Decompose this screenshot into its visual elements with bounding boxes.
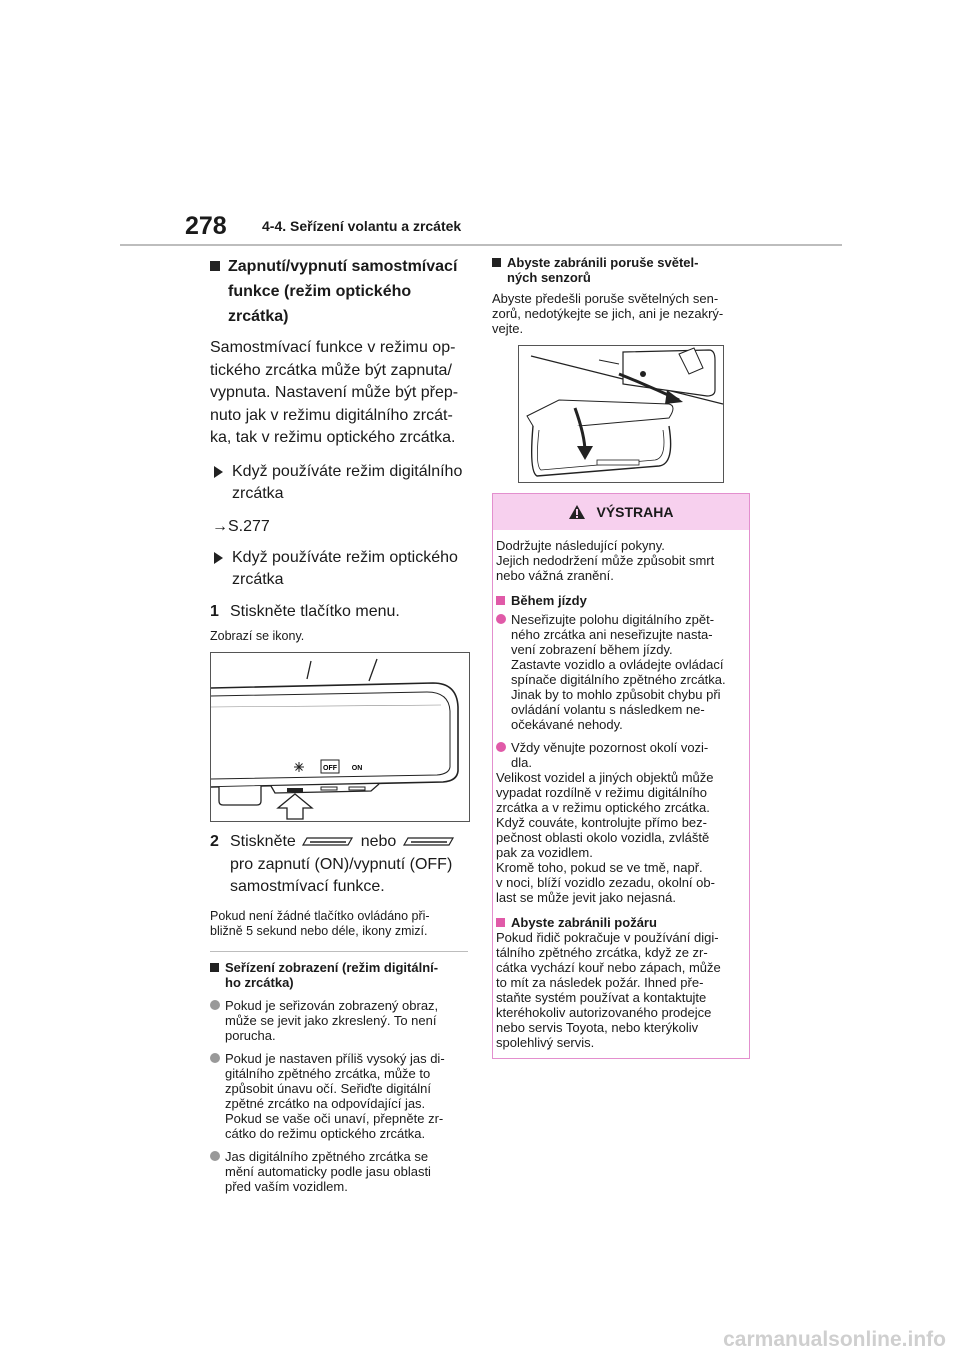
square-bullet-icon (210, 963, 219, 972)
fire-heading (496, 915, 745, 930)
section-title: 4-4. Seřízení volantu a zrcátek (262, 218, 462, 234)
text-line: to mít za následek požár. Ihned pře- (496, 975, 704, 990)
text-line: Pokud řidič pokračuje v používání digi- (496, 930, 719, 945)
fire-text (496, 930, 745, 1050)
pointer-arrow-icon (278, 794, 312, 819)
bullet-item (496, 740, 745, 770)
text-line: cátka vychází kouř nebo zápach, může (496, 960, 721, 975)
note-heading (210, 960, 468, 990)
digital-mode-item (210, 461, 468, 506)
heading-line-1: Zapnutí/vypnutí samostmívací (228, 258, 458, 275)
text-line: zorů, nedotýkejte se jich, ani je nezakrý- (492, 306, 724, 321)
bullet-line: očekávané nehody. (511, 717, 623, 732)
text-line: kteréhokoliv autorizovaného prodejce (496, 1005, 712, 1020)
bullet-line: spínače digitálního zpětného zrcátka. (511, 672, 726, 687)
bullet-line: mění automaticky podle jasu oblasti (225, 1163, 431, 1179)
bullet-line: gitálního zpětného zrcátka, může to (225, 1065, 431, 1081)
left-column (210, 252, 468, 1194)
square-bullet-icon (210, 261, 220, 271)
circle-bullet-icon (210, 1000, 220, 1010)
step-number: 2 (210, 833, 219, 850)
square-bullet-icon (496, 918, 505, 927)
intro-line: ka, tak v režimu optického zrcátka. (210, 429, 456, 446)
step-text: nebo (360, 833, 397, 850)
note-line: bližně 5 sekund nebo déle, ikony zmizí. (210, 923, 428, 938)
optical-mode-item (210, 547, 468, 592)
square-bullet-icon (496, 596, 505, 605)
heading-line-2: funkce (režim optického zrcátka) (228, 283, 412, 325)
heading-line: Seřízení zobrazení (režim digitální- (225, 959, 439, 975)
warning-intro (496, 538, 745, 583)
warning-triangle-icon (568, 504, 586, 520)
bullet-line: Pokud se vaše oči unaví, přepněte zr- (225, 1110, 444, 1126)
text-line: Velikost vozidel a jiných objektů může (496, 770, 714, 785)
driving-heading (496, 593, 745, 608)
text-line: pečnost oblasti okolo vozidla, zvláště (496, 830, 710, 845)
intro-line: vypnuta. Nastavení může být přep- (210, 384, 459, 401)
item-line: Když používáte režim optického (232, 548, 458, 566)
bullet-line: Pokud je seřizován zobrazený obraz, (225, 997, 439, 1013)
text-line: vejte. (492, 321, 524, 336)
watermark-url: carmanualsonline.info (723, 1328, 946, 1351)
off-button-icon (403, 836, 455, 848)
text-line: staňte systém používat a kontaktujte (496, 990, 707, 1005)
heading-line: Abyste zabránili požáru (511, 915, 657, 930)
bullet-line: před vaším vozidlem. (225, 1178, 348, 1194)
step-text: Stiskněte tlačítko menu. (230, 602, 400, 620)
intro-line: tického zrcátka může být zapnuta/ (210, 361, 452, 379)
on-label: ON (351, 765, 363, 772)
intro-line: Samostmívací funkce v režimu op- (210, 339, 456, 356)
circle-bullet-icon (496, 614, 506, 624)
light-sensor-figure (518, 345, 724, 483)
item-line: zrcátka (232, 571, 284, 588)
bullet-line: Zastavte vozidlo a ovládejte ovládací (511, 657, 724, 672)
right-column (492, 255, 750, 1059)
warning-title: VÝSTRAHA (596, 504, 674, 520)
text-line: Dodržujte následující pokyny. (496, 538, 665, 553)
bullet-line: porucha. (225, 1027, 276, 1043)
brightness-icon (294, 762, 304, 772)
heading-autodimming (210, 254, 468, 329)
bullet-item (496, 612, 745, 732)
intro-paragraph (210, 337, 468, 450)
arrow-bullet-icon (214, 552, 223, 564)
text-line: Jejich nedodržení může způsobit smrt (496, 553, 715, 568)
heading-line: Abyste zabránili poruše světel- (507, 255, 699, 270)
bullet-item (210, 1051, 468, 1141)
bullet-line: vení zobrazení během jízdy. (511, 642, 673, 657)
circle-bullet-icon (496, 742, 506, 752)
bullet-line: Jinak by to mohlo způsobit chybu při (511, 687, 721, 702)
square-bullet-icon (492, 258, 501, 267)
item-line: zrcátka (232, 485, 284, 502)
arrow-bullet-icon (214, 466, 223, 478)
bullet-item (210, 1149, 468, 1194)
bullet-line: zpětné zrcátko na odpovídající jas. (225, 1095, 426, 1111)
step-text: samostmívací funkce. (230, 878, 385, 895)
text-line: pak za vozidlem. (496, 845, 593, 860)
text-line: nebo vážná zranění. (496, 568, 614, 583)
bullet-line: způsobit únavu očí. Seřiďte digitální (225, 1080, 432, 1096)
page-number: 278 (185, 212, 227, 240)
circle-bullet-icon (210, 1151, 220, 1161)
note-line: Pokud není žádné tlačítko ovládáno při- (210, 908, 430, 923)
bullet-line: může se jevit jako zkreslený. To není (225, 1012, 437, 1028)
page-reference-link[interactable]: →S.277 (212, 517, 270, 535)
bullet-line: ovládání volantu s následkem ne- (511, 702, 705, 717)
bullet-line: Jas digitálního zpětného zrcátka se (225, 1148, 429, 1164)
bullet-line: Vždy věnujte pozornost okolí vozi- (511, 740, 709, 755)
bullet-line: Neseřizujte polohu digitálního zpět- (511, 612, 715, 627)
text-line: Abyste předešli poruše světelných sen- (492, 291, 719, 306)
driving-text (496, 770, 745, 905)
step-number: 1 (210, 602, 219, 620)
step-1-note: Zobrazí se ikony. (210, 629, 305, 643)
text-line: nebo servis Toyota, nebo kterýkoliv (496, 1020, 699, 1035)
text-line: v noci, blíží vozidlo zezadu, okolní ob- (496, 875, 715, 890)
bullet-line: dla. (511, 755, 532, 770)
item-line: Když používáte režim digitálního (232, 462, 463, 480)
bullet-line: ného zrcátka ani neseřizujte nasta- (511, 627, 713, 642)
step-text: pro zapnutí (ON)/vypnutí (OFF) (230, 855, 453, 873)
text-line: Když couváte, kontrolujte přímo bez- (496, 815, 707, 830)
text-line: spolehlivý servis. (496, 1035, 595, 1050)
off-label: OFF (323, 765, 337, 772)
step-2 (210, 831, 468, 899)
step-1 (210, 601, 468, 624)
text-line: vypadat rozdílně v režimu digitálního (496, 785, 708, 800)
step-2-note (210, 909, 468, 939)
text-line: last se může jevit jako nejasná. (496, 890, 676, 905)
warning-body (493, 530, 749, 1058)
warning-box (492, 493, 750, 1059)
bullet-line: cátko do režimu optického zrcátka. (225, 1125, 426, 1141)
heading-line: Během jízdy (511, 593, 587, 608)
sensor-heading (492, 255, 750, 285)
header-divider (120, 244, 842, 246)
on-button-icon (302, 836, 354, 848)
heading-line: ho zrcátka) (225, 974, 294, 990)
sensor-text (492, 291, 750, 336)
mirror-menu-figure (210, 652, 470, 822)
warning-header (493, 494, 749, 530)
circle-bullet-icon (210, 1053, 220, 1063)
text-line: Kromě toho, pokud se ve tmě, např. (496, 860, 703, 875)
bullet-item (210, 998, 468, 1043)
text-line: tálního zpětného zrcátka, když ze zr- (496, 945, 708, 960)
text-line: zrcátka a v režimu optického zrcátka. (496, 800, 710, 815)
bullet-line: Pokud je nastaven příliš vysoký jas di- (225, 1050, 445, 1066)
step-text: Stiskněte (230, 833, 296, 850)
intro-line: nuto jak v režimu digitálního zrcát- (210, 406, 453, 424)
note-divider (210, 951, 468, 952)
heading-line: ných senzorů (507, 270, 591, 285)
